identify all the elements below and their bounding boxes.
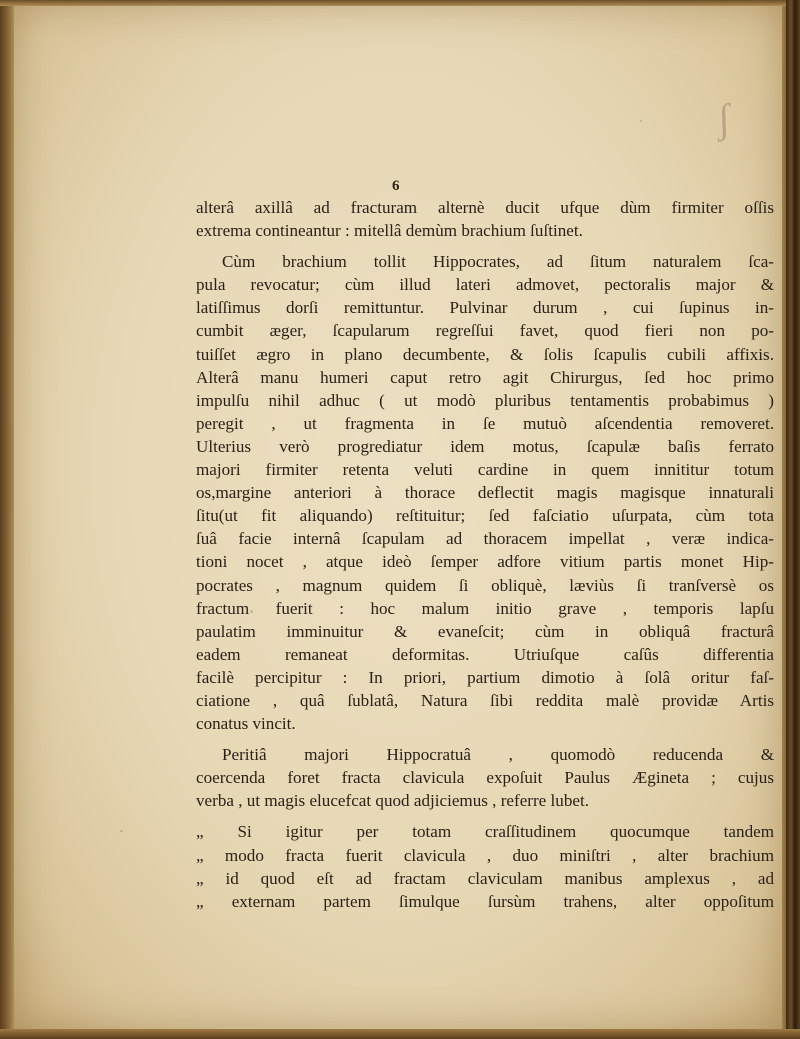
text-line: Ulterius verò progrediatur idem motus, ſcapulæ baſis ferrato [196,436,774,456]
paragraph-4-quotation [196,820,774,912]
paragraph-2 [196,250,774,735]
text-line: pocrates , magnum quidem ſi obliquè, læviùs ſi tranſversè os [196,575,774,595]
text-line: impulſu nihil adhuc ( ut modò pluribus tentamentis probabimus ) [196,390,774,410]
text-line: ſuâ facie internâ ſcapulam ad thoracem impellat , veræ indica- [196,529,774,549]
text-line: ciatione , quâ ſublatâ, Natura ſibi reddita malè providæ Artis [196,690,774,710]
paragraph-1 [196,196,774,242]
text-line: majori firmiter retenta veluti cardine in quem innititur totum [196,460,774,480]
text-line: pula revocatur; cùm illud lateri admovet, pectoralis major & [196,275,774,295]
text-line: facilè percipitur : In priori, partium dimotio à ſolâ oritur faſ- [196,667,774,687]
text-line: conatus vincit. [196,714,296,734]
ink-stain-mark: ʃ [713,95,735,142]
page-number: 6 [392,178,400,194]
text-line: Alterâ manu humeri caput retro agit Chirurgus, ſed hoc primo [196,367,774,387]
text-line: latiſſimus dorſi remittuntur. Pulvinar durum , cui ſupinus in- [196,298,774,318]
text-line: ſitu(ut fit aliquando) reſtituitur; ſed faſciatio uſurpata, cùm tota [196,506,774,526]
text-line: coercenda foret fracta clavicula expoſuit Paulus Æginetа ; cujus [196,768,774,788]
text-line: verba , ut magis elucefcat quod adjiciemus , referre lubet. [196,791,589,811]
text-line: paulatim imminuitur & evaneſcit; cùm in obliquâ fracturâ [196,621,774,641]
text-line: „ modo fracta fuerit clavicula , duo miniſtri , alter brachium [196,845,774,865]
paragraph-3 [196,743,774,812]
text-line: tioni nocet , atque ideò ſemper adfore vitium partis monet Hip- [196,552,774,572]
text-line: eadem remaneat deformitas. Utriuſque caſûs differentia [196,644,774,664]
text-line: cumbit æger, ſcapularum regreſſui favet, quod fieri non po- [196,321,774,341]
paper-speck [640,120,642,122]
text-line: peregit , ut fragmenta in ſe mutuò aſcendentia removeret. [196,413,774,433]
text-line: extrema contineantur : mitellâ demùm brachium ſuſtinet. [196,221,583,241]
text-line: „ externam partem ſimulque ſursùm trahens, alter oppoſitum [196,891,774,911]
text-line: „ Si igitur per totam craſſitudinem quocumque tandem [196,822,774,842]
page-text [196,196,774,913]
paper-speck [250,610,253,613]
text-line: alterâ axillâ ad fracturam alternè ducit ufque dùm firmiter oſſis [196,198,774,217]
paper-speck [120,830,123,832]
text-line: tuiſſet ægro in plano decumbente, & ſolis ſcapulis cubili affixis. [196,344,774,364]
text-line: „ id quod eſt ad fractam claviculam manibus amplexus , ad [196,868,774,888]
text-line: os,margine anteriori à thorace deflectit magis magisque innaturali [196,483,774,503]
text-line: Peritiâ majori Hippocratuâ , quomodò reducenda & [222,745,774,765]
text-line: fractum fuerit : hoc malum initio grave , temporis lapſu [196,598,774,618]
bottom-edge [0,1029,800,1039]
book-spine [786,0,800,1039]
text-line: Cùm brachium tollit Hippocrates, ad ſitum naturalem ſca- [222,252,774,272]
